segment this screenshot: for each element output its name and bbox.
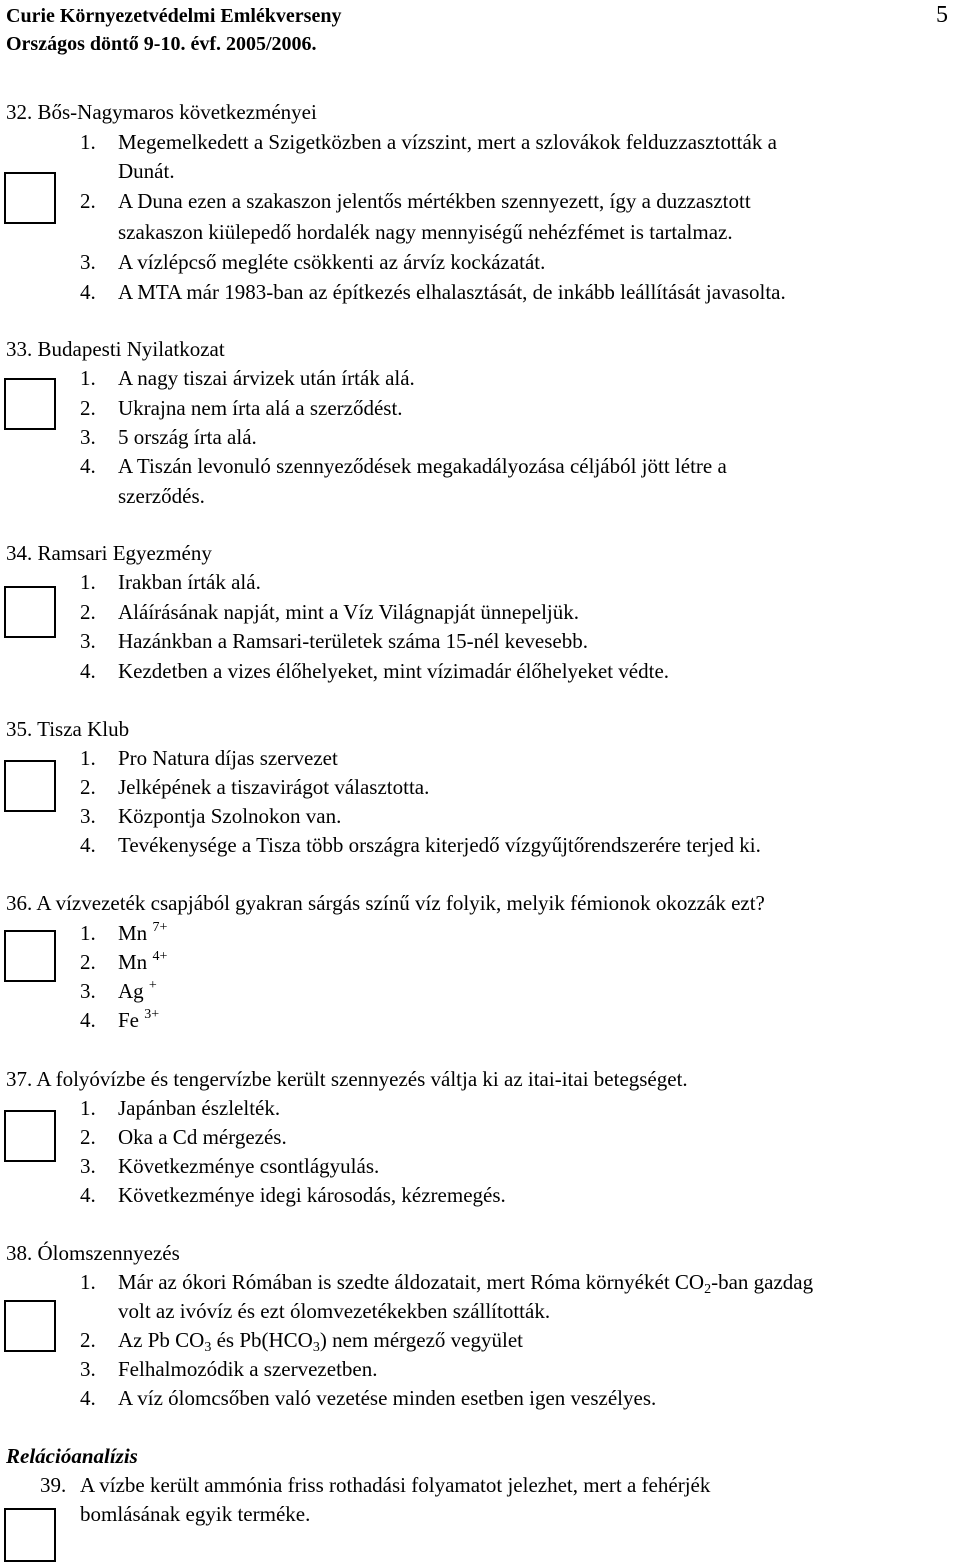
question-title-38: 38. Ólomszennyezés [6,1241,180,1265]
answer-option: 1. Pro Natura díjas szervezet [80,746,338,770]
question-title-35: 35. Tisza Klub [6,717,130,741]
answer-option: 2. Ukrajna nem írta alá a szerződést. [80,396,403,420]
question-title-33: 33. Budapesti Nyilatkozat [6,337,225,361]
answer-option: 1. Mn $^{7+}$ [80,920,168,945]
question-title-36: 36. A vízvezeték csapjából gyakran sárgás színű víz folyik, melyik fémionok okozzák ezt? [6,891,765,915]
answer-box-38[interactable] [4,1300,56,1352]
answer-option: 2. Mn $^{4+}$ [80,949,168,974]
question-title-37: 37. A folyóvízbe és tengervízbe került szennyezés váltja ki az itai-itai betegséget. [6,1067,688,1091]
answer-option: 1. Japánban észlelték. [80,1096,281,1120]
header-line-2: Országos döntő 9-10. évf. 2005/2006. [6,33,317,55]
answer-option: 3. Felhalmozódik a szervezetben. [80,1357,378,1381]
answer-box-36[interactable] [4,930,56,982]
question-title-34: 34. Ramsari Egyezmény [6,541,212,565]
answer-box-35[interactable] [4,760,56,812]
header-title [6,2,341,58]
page-number: 5 [936,2,948,28]
answer-option: 1. A nagy tiszai árvizek után írták alá. [80,366,415,390]
section-heading: Relációanalízis [6,1444,138,1468]
answer-option: 2. Jelképének a tiszavirágot választotta. [80,775,430,799]
question-title-32: 32. Bős-Nagymaros következményei [6,100,317,124]
answer-option: 4. Kezdetben a vizes élőhelyeket, mint vízimadár élőhelyeket védte. [80,659,670,683]
answer-option: 4. A víz ólomcsőben való vezetése minden esetben igen veszélyes. [80,1386,657,1410]
answer-option: 4. Tevékenysége a Tisza több országra kiterjedő vízgyűjtőrendszerére terjed ki. [80,833,761,857]
answer-box-32[interactable] [4,172,56,224]
answer-option: 4. Következménye idegi károsodás, kézremegés. [80,1183,506,1207]
answer-option-cont: szakaszon kiülepedő hordalék nagy mennyiségű nehézfémet is tartalmaz. [118,220,733,244]
answer-option-cont: volt az ivóvíz és ezt ólomvezetékekben szállították. [118,1299,551,1323]
answer-option: 4. A MTA már 1983-ban az építkezés elhalasztását, de inkább leállítását javasolta. [80,280,786,304]
answer-box-39[interactable] [4,1508,56,1562]
answer-box-34[interactable] [4,586,56,638]
answer-option-cont: szerződés. [118,484,205,508]
answer-option: 1. Már az ókori Rómában is szedte áldozatait, mert Róma környékét $CO_2$-ban gazdag [80,1270,814,1297]
answer-option: 3. 5 ország írta alá. [80,425,257,449]
question-39: 39. A vízbe került ammónia friss rothadási folyamatot jelezhet, mert a fehérjék [40,1473,711,1497]
answer-box-33[interactable] [4,378,56,430]
question-39-cont: bomlásának egyik terméke. [80,1502,311,1526]
answer-option: 3. Hazánkban a Ramsari-területek száma 15-nél kevesebb. [80,629,588,653]
answer-option: 3. Következménye csontlágyulás. [80,1154,380,1178]
answer-option: 1. Megemelkedett a Szigetközben a vízszint, mert a szlovákok felduzzasztották a [80,130,777,154]
answer-option: 4. A Tiszán levonuló szennyeződések megakadályozása céljából jött létre a [80,454,727,478]
answer-option-cont: Dunát. [118,159,175,183]
answer-option: 2. Oka a Cd mérgezés. [80,1125,287,1149]
answer-option: 1. Irakban írták alá. [80,570,261,594]
answer-box-37[interactable] [4,1110,56,1162]
header-line-1: Curie Környezetvédelmi Emlékverseny [6,5,342,27]
answer-option: 2. A Duna ezen a szakaszon jelentős mértékben szennyezett, így a duzzasztott [80,189,751,213]
answer-option: 4. Fe $^{3+}$ [80,1007,160,1032]
answer-option: 3. A vízlépcső megléte csökkenti az árvíz kockázatát. [80,250,546,274]
answer-option: 2. Aláírásának napját, mint a Víz Világnapját ünnepeljük. [80,600,579,624]
answer-option: 3. Ag + [80,978,157,1003]
answer-option: 3. Központja Szolnokon van. [80,804,342,828]
answer-option: 2. Az Pb $CO_3$ és $Pb(HCO_3)$ nem mérgező vegyület [80,1328,523,1355]
